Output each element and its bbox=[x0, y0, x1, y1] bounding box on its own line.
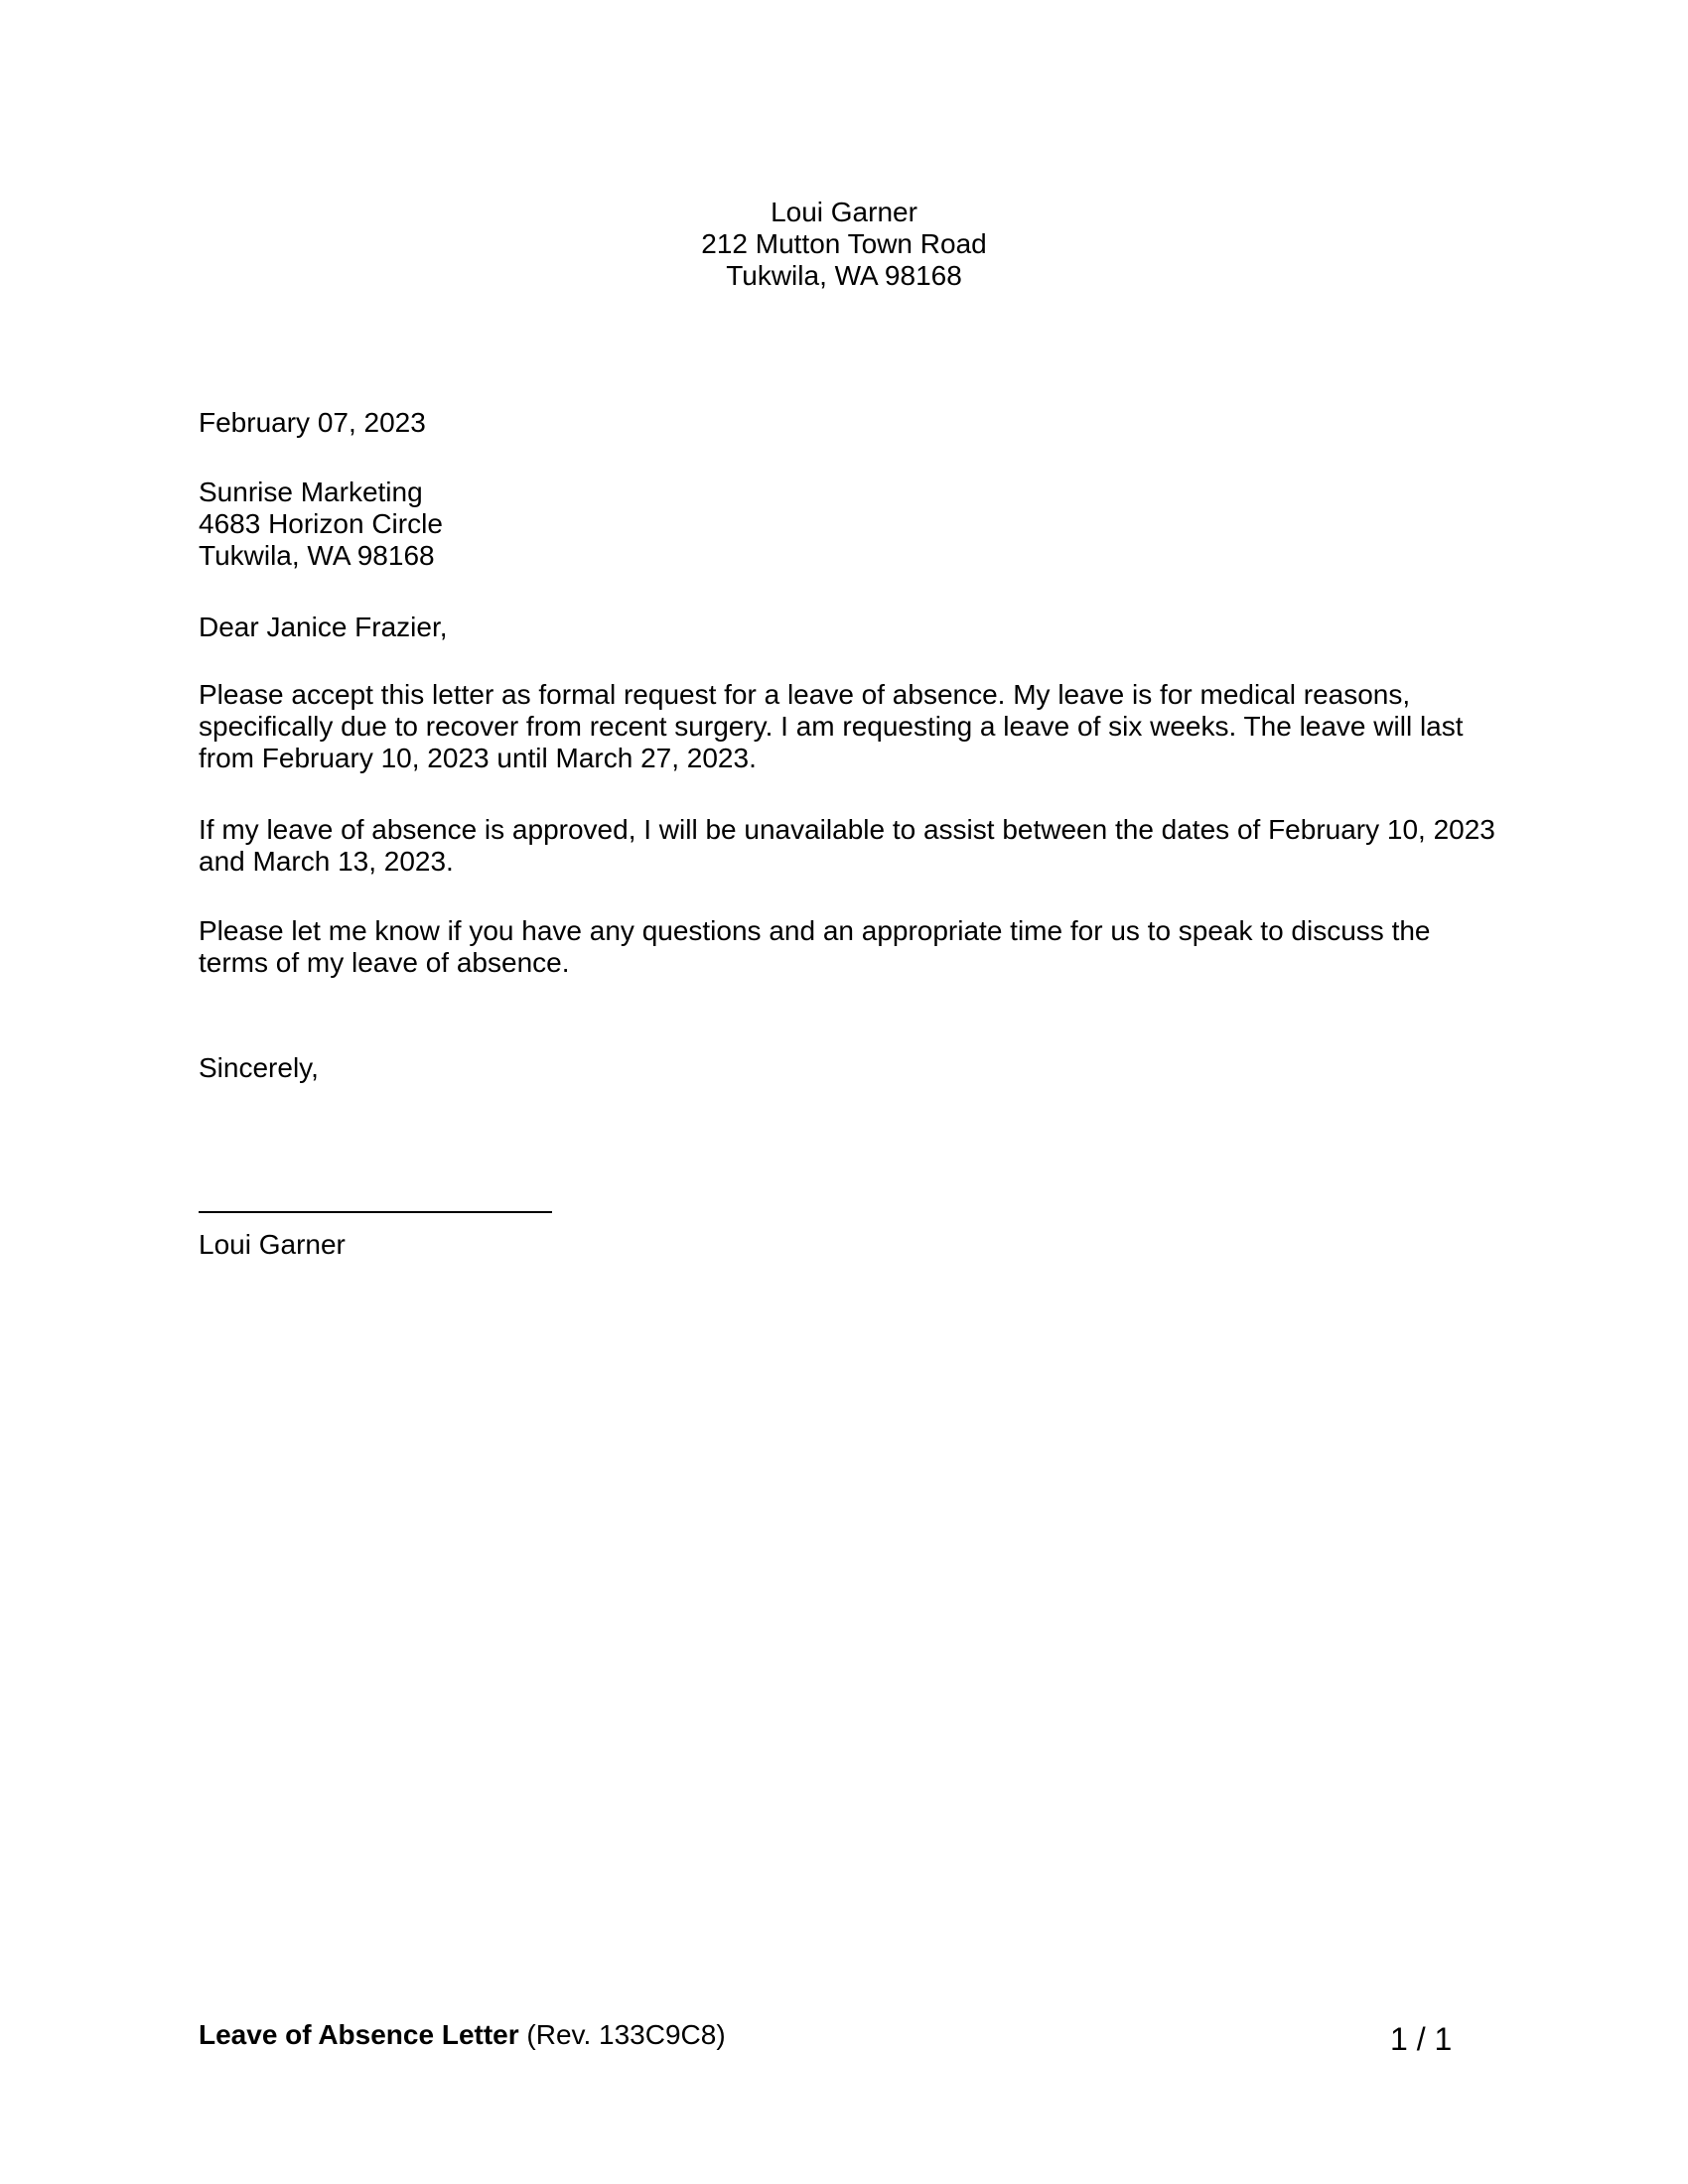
recipient-city-state-zip: Tukwila, WA 98168 bbox=[199, 540, 435, 571]
letter-date: February 07, 2023 bbox=[199, 407, 426, 438]
paragraph-line: from February 10, 2023 until March 27, 2023. bbox=[199, 743, 757, 773]
sender-address-block bbox=[0, 197, 1688, 292]
recipient-street: 4683 Horizon Circle bbox=[199, 508, 443, 539]
paragraph-line: Please let me know if you have any questions and an appropriate time for us to speak to discuss the bbox=[199, 915, 1431, 946]
footer-document-info bbox=[199, 2019, 726, 2051]
body-paragraph-3 bbox=[199, 915, 1499, 979]
closing: Sincerely, bbox=[199, 1052, 319, 1083]
paragraph-line: terms of my leave of absence. bbox=[199, 947, 570, 978]
sender-street: 212 Mutton Town Road bbox=[701, 228, 987, 259]
sender-name: Loui Garner bbox=[771, 197, 917, 227]
paragraph-line: Please accept this letter as formal request for a leave of absence. My leave is for medical reasons, bbox=[199, 679, 1411, 710]
footer-document-title: Leave of Absence Letter bbox=[199, 2019, 519, 2050]
paragraph-line: If my leave of absence is approved, I will be unavailable to assist between the dates of February 10, 2023 bbox=[199, 814, 1495, 845]
footer-revision: (Rev. 133C9C8) bbox=[526, 2019, 726, 2050]
body-paragraph-1 bbox=[199, 679, 1499, 774]
body-paragraph-2 bbox=[199, 814, 1499, 878]
salutation: Dear Janice Frazier, bbox=[199, 612, 448, 642]
recipient-company: Sunrise Marketing bbox=[199, 477, 423, 507]
signature-line bbox=[199, 1211, 552, 1213]
paragraph-line: specifically due to recover from recent surgery. I am requesting a leave of six weeks. The leave will last bbox=[199, 711, 1464, 742]
signature-name: Loui Garner bbox=[199, 1229, 346, 1260]
paragraph-line: and March 13, 2023. bbox=[199, 846, 454, 877]
recipient-address-block bbox=[199, 477, 1499, 572]
sender-city-state-zip: Tukwila, WA 98168 bbox=[726, 260, 962, 291]
page-indicator: 1 / 1 bbox=[1390, 2021, 1453, 2057]
